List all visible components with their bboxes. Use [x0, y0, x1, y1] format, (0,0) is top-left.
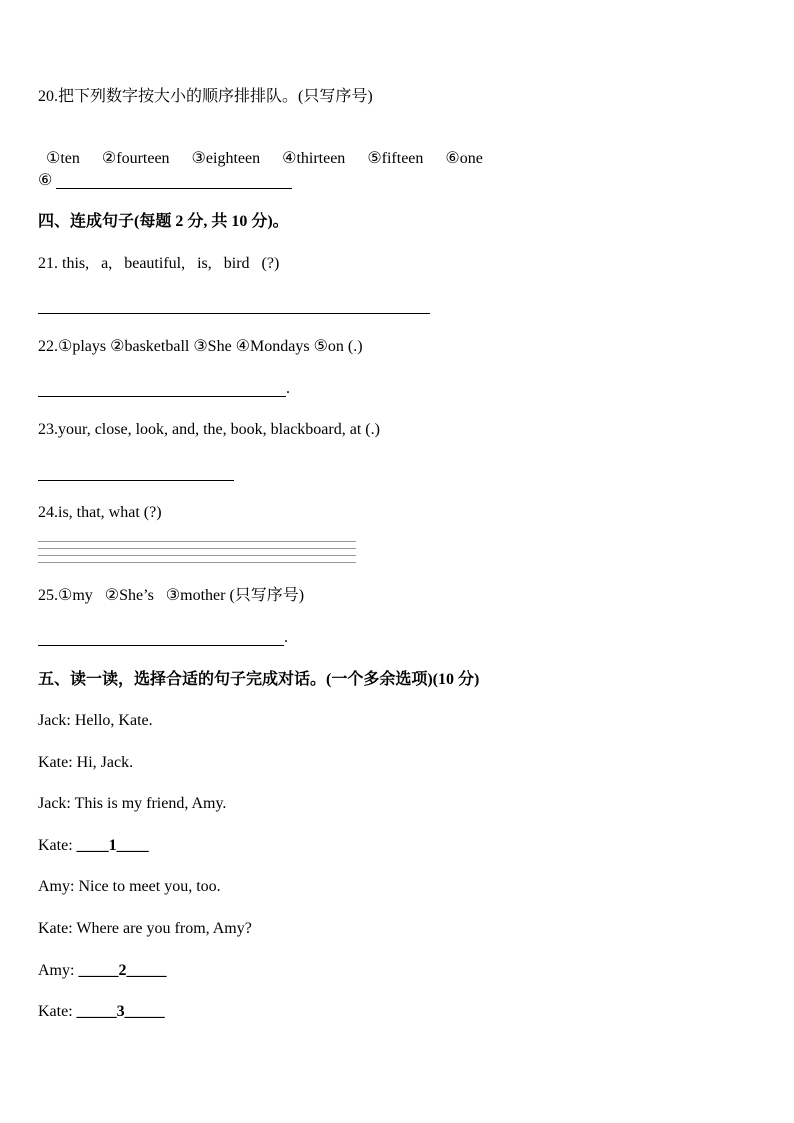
q20-answer-prefix: ⑥ [38, 172, 53, 189]
dialogue-speaker: Kate: [38, 920, 73, 937]
section5-heading: 五、读一读，选择合适的句子完成对话。(一个多余选项)(10 分) [38, 671, 480, 688]
dialogue-text: Hi, Jack. [72, 754, 134, 771]
blank-2[interactable]: _____2_____ [78, 962, 167, 979]
dialogue-speaker: Amy: [38, 962, 75, 979]
q23-answer-line[interactable] [38, 480, 234, 481]
q20-option-6: ⑥one [445, 150, 483, 167]
dialogue-text: Hello, Kate. [70, 712, 153, 729]
dialogue-speaker: Kate: [38, 754, 73, 771]
q22-answer-line[interactable] [38, 396, 286, 397]
q20-options [38, 129, 483, 169]
dialogue-line [38, 919, 252, 939]
dialogue-speaker: Amy: [38, 878, 75, 895]
dialogue-line [38, 961, 166, 981]
dialogue-line [38, 794, 226, 814]
dialogue-line [38, 753, 133, 773]
dialogue-line [38, 877, 221, 897]
dialogue-text: This is my friend, Amy. [70, 795, 227, 812]
q21-prompt: 21. this, a, beautiful, is, bird (?) [38, 255, 280, 272]
dialogue-line [38, 711, 153, 731]
section4-heading: 四、连成句子(每题 2 分, 共 10 分)。 [38, 213, 289, 230]
dialogue-speaker: Kate: [38, 1003, 73, 1020]
q22-period: . [286, 380, 290, 397]
dialogue-text: Nice to meet you, too. [74, 878, 221, 895]
q24-writing-line-3[interactable] [38, 555, 356, 556]
q20-answer-line[interactable] [56, 188, 292, 189]
dialogue-speaker: Jack: [38, 712, 71, 729]
q20-prompt: 20.把下列数字按大小的顺序排排队。(只写序号) [38, 88, 373, 105]
dialogue-speaker: Kate: [38, 837, 73, 854]
dialogue-speaker: Jack: [38, 795, 71, 812]
q25-period: . [284, 629, 288, 646]
q24-prompt: 24.is, that, what (?) [38, 504, 162, 521]
blank-3[interactable]: _____3_____ [76, 1003, 165, 1020]
q22-prompt: 22.①plays ②basketball ③She ④Mondays ⑤on (.) [38, 338, 363, 355]
dialogue-line [38, 836, 149, 856]
blank-1[interactable]: ____1____ [76, 837, 149, 854]
q20-option-2: ②fourteen [101, 150, 170, 167]
q23-prompt: 23.your, close, look, and, the, book, blackboard, at (.) [38, 421, 380, 438]
dialogue-line [38, 1002, 165, 1022]
q20-option-1: ①ten [46, 150, 80, 167]
q20-option-4: ④thirteen [282, 150, 346, 167]
q20-option-3: ③eighteen [191, 150, 261, 167]
dialogue-text: Where are you from, Amy? [72, 920, 252, 937]
q24-writing-line-1[interactable] [38, 541, 356, 542]
q20-option-5: ⑤fifteen [367, 150, 424, 167]
q24-writing-line-2[interactable] [38, 548, 356, 549]
q25-prompt: 25.①my ②She’s ③mother (只写序号) [38, 587, 305, 604]
q25-answer-line[interactable] [38, 645, 284, 646]
q24-writing-line-4[interactable] [38, 562, 356, 563]
q21-answer-line[interactable] [38, 313, 430, 314]
